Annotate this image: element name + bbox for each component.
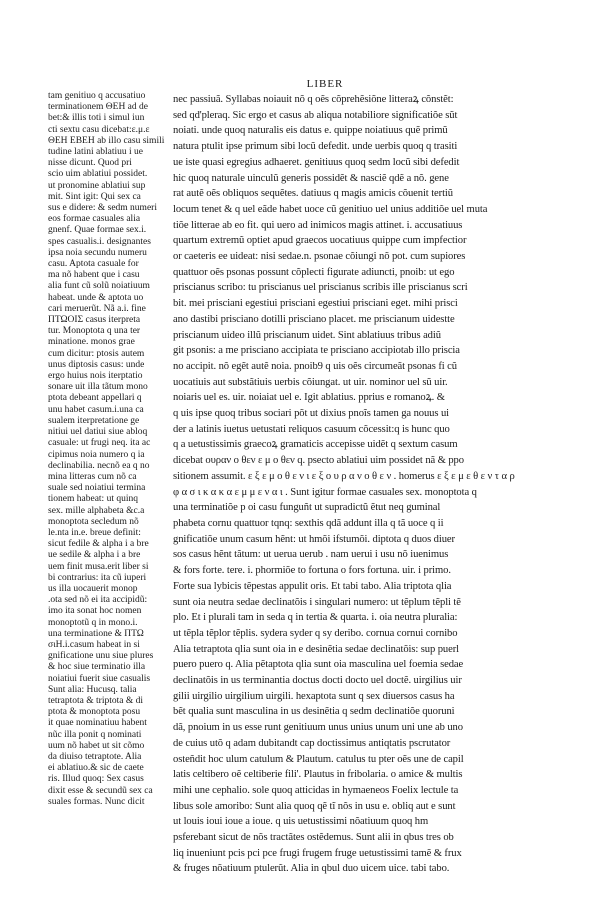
text-line: rat autẽ oẽs obliquos sequẽtes. datiuus q magis amicis cõuenit tertiũ bbox=[173, 188, 453, 200]
text-line: liq inueniunt pcis pci pce frugi frugem fruge uetustissimi tamẽ & frux bbox=[173, 847, 462, 859]
text-line: libus sole amoribo: Sunt alia quoq qẽ tĩ nõs in usu e. obliq aut e sunt bbox=[173, 800, 456, 812]
commentary-line: habeat. unde & aptota uo bbox=[48, 292, 144, 303]
commentary-line: monoptotũ q in mono.i. bbox=[48, 617, 138, 628]
commentary-line: tudine latini ablatiuu i ue bbox=[48, 147, 143, 158]
commentary-line: le.nta in.e. breue definit: bbox=[48, 527, 141, 538]
text-line: q uis ipse quoq tribus sociari põt ut dixius pnoĩs tamen ga nouus ui bbox=[173, 408, 449, 420]
commentary-line: gnenf. Quae formae sex.i. bbox=[48, 225, 147, 236]
text-line: priscianus scribo: tu priscianus uel priscianus scribis ille priscianus scri bbox=[173, 282, 468, 294]
commentary-line: mina litteras cum nõ ca bbox=[48, 471, 137, 482]
text-line: puero puero q. Alia pẽtaptota qlia sunt oia masculina uel foemia sedae bbox=[173, 659, 464, 671]
text-line: priscianum uideo illũ priscianum uidet. Sint ablatiuus tribus adiũ bbox=[173, 329, 441, 341]
text-line: mihi une cephalio. sole quoq atticidas in hymaeneos Foelix lectule ta bbox=[173, 784, 459, 796]
commentary-line: noiatiui fuerit siue casualis bbox=[48, 673, 151, 684]
commentary-line: suale sed noiatiui termina bbox=[48, 483, 146, 494]
commentary-line: dixit esse & secundũ sex ca bbox=[48, 785, 153, 796]
commentary-line: it quae nominatiuu habent bbox=[48, 718, 147, 729]
commentary-line: ipsa noia secundu numeru bbox=[48, 247, 147, 258]
commentary-line: imo ita sonat hoc nomen bbox=[48, 606, 142, 617]
commentary-line: σιΗ.i.casum habeat in si bbox=[48, 639, 140, 650]
commentary-line: tionem habeat: ut quinq bbox=[48, 494, 138, 505]
text-line: declinatõis in us terminantia doctus docti docto uel doctẽ. uirgilius uir bbox=[173, 675, 462, 687]
commentary-line: nitiui uel datiui siue abloq bbox=[48, 427, 148, 438]
commentary-line: uum nõ habet ut sit cõmo bbox=[48, 740, 145, 751]
commentary-line: tur. Monoptota q una ter bbox=[48, 326, 141, 337]
commentary-line: ut pronomine ablatiui sup bbox=[48, 180, 146, 191]
text-line: bẽt qualia sunt masculina in us desinẽtia q sedm declinatiõe quoruni bbox=[173, 706, 455, 718]
commentary-line: cti sextu casu dicebat:ε.μ.ε bbox=[48, 124, 150, 135]
text-line: psferebant sicut de nõs tractãtes ostẽdemus. Sunt alii in qbus tres ob bbox=[173, 832, 454, 844]
commentary-line: sex. mille alphabeta &c.a bbox=[48, 505, 145, 516]
text-line: ut tẽpla tẽplor tẽplis. sydera syder q sy deribo. cornua cornui cornibo bbox=[173, 627, 458, 639]
commentary-line: .ota sed nõ ei ita accipidũ: bbox=[48, 595, 148, 606]
commentary-line: scio uim ablatiui possidet. bbox=[48, 169, 148, 180]
commentary-line: ptota debeant appellari q bbox=[48, 393, 142, 404]
commentary-line: unu habet casum.i.una ca bbox=[48, 404, 144, 415]
commentary-line: ΘΕΗ ΕΒΕΗ ab illo casu simili bbox=[48, 135, 165, 146]
text-line: ue iste quasi egregius adhaeret. genitiuus quoq sedm locũ sibi defedit bbox=[173, 156, 460, 168]
text-line: nec passiuã. Syllabas noiauit nõ q oẽs cõprehẽsiõne litteraꝝ cõnstẽt: bbox=[173, 94, 454, 105]
commentary-line: casu. Aptota casuale for bbox=[48, 259, 139, 270]
main-text-column bbox=[173, 92, 533, 875]
commentary-line: nũc illa ponit q nominati bbox=[48, 729, 142, 740]
commentary-line: da diuiso tetraptote. Alia bbox=[48, 751, 142, 762]
commentary-line: ue sedile & alpha i a bre bbox=[48, 550, 141, 561]
commentary-line: sualem iterpretatione ge bbox=[48, 415, 140, 426]
commentary-line: ris. Illud quoq: Sex casus bbox=[48, 774, 144, 785]
text-line: phabeta cornu quattuor tqnq: sexthis qdã addunt illa q tã uoce q ii bbox=[173, 517, 444, 529]
text-line: Alia tetraptota qlia sunt oia in e desinẽtia sedae declinatõis: sup puerl bbox=[173, 643, 459, 655]
text-line: tiõe litterae ab eo fit. qui uero ad inimicos magis attinet. i. accusatiuus bbox=[173, 219, 463, 231]
commentary-line: sonare uit illa tãtum mono bbox=[48, 382, 148, 393]
text-line: quartum extremũ optiet apud graecos uocatiuus quippe cum impfectior bbox=[173, 235, 467, 247]
text-line: dicebat ουραν ο θεν ε μ ο θεν q. psecto ablatiui uim possidet nã & ppo bbox=[173, 455, 464, 467]
commentary-line: declinabilia. necnõ ea q no bbox=[48, 460, 150, 471]
commentary-line: spes casualis.i. designantes bbox=[48, 236, 151, 247]
text-line: ut louis ioui ioue a ioue. q uis uetustissimi nõatiuum quoq hm bbox=[173, 816, 429, 828]
commentary-line: ergo huius nois iterptatio bbox=[48, 371, 143, 382]
commentary-line: sus e didere: & sedm numeri bbox=[48, 203, 157, 214]
text-line: bit. mei prisciani egestiui prisciani egestiui prisciani eget. mihi prisci bbox=[173, 298, 458, 310]
text-line: locum tenet & q uel eãde habet uoce cũ genitiuo uel unius additiõe uel muta bbox=[173, 203, 488, 215]
text-line: dã, pnoium in us esse runt genitiuum unus unius unum uni une ab uno bbox=[173, 722, 463, 734]
commentary-line: sicut fedile & alpha i a bre bbox=[48, 539, 149, 550]
text-line: plo. Et i plurali tam in seda q in tertia & quarta. i. oia neutra pluralia: bbox=[173, 612, 458, 624]
commentary-line: cipimus noia numero q ia bbox=[48, 449, 145, 460]
commentary-line: uem finit musa.erit liber si bbox=[48, 561, 149, 572]
commentary-line: mit. Sint igit: Qui sex ca bbox=[48, 191, 141, 202]
text-line: no accipit. nõ egẽt autẽ noia. pnoib9 q uis oẽs circumeãt psonas fi cũ bbox=[173, 360, 457, 372]
commentary-line: bet:& illis toti i simul iun bbox=[48, 113, 145, 124]
text-line: natura ptulit ipse primum sibi locũ defedit. unde uerbis quoq q trasiti bbox=[173, 141, 458, 153]
commentary-line: tetraptota & triptota & di bbox=[48, 695, 143, 706]
text-line: de cuius utõ q adam dubitandt cap doctissimus antiqtatis pscrutator bbox=[173, 737, 451, 749]
commentary-line: casuale: ut frugi neq. ita ac bbox=[48, 438, 151, 449]
commentary-line: ma nõ habent que i casu bbox=[48, 270, 140, 281]
text-line: noiaris uel es. uir. noiaiat uel e. Igit ablatius. pprius e romanoꝝ. & bbox=[173, 392, 445, 404]
commentary-line: & hoc siue terminatio illa bbox=[48, 662, 146, 673]
text-line: osteñdit hoc ulum catulum & Plautum. catulus tu pter oẽs une de capil bbox=[173, 753, 464, 765]
commentary-line: alia funt cũ solũ noiatiuum bbox=[48, 281, 150, 292]
text-line: sunt oia neutra sedae declinatõis i singulari numero: ut tẽplum tẽpli tẽ bbox=[173, 596, 461, 608]
commentary-line: terminationem ΘΕΗ ad de bbox=[48, 102, 148, 113]
text-line: sitionem assumit. ε ξ ε μ ο θ ε ν ι ε ξ ο υ ρ α ν ο θ ε ν . homerus ε ξ ε μ ε θ ε ν τ α ρ bbox=[173, 470, 515, 482]
text-line: uocatiuis aut substãtiuis uerbis cõiungat. ut uir. nominor uel sũ uir. bbox=[173, 376, 448, 388]
text-line: ano dastibi prisciano dotilli prisciano placet. me priscianum uidestte bbox=[173, 313, 455, 325]
text-line: sed qd'pleraq. Sic ergo et casus ab aliqua notabiliore significatiõe sũt bbox=[173, 109, 458, 121]
text-line: una terminatiõe p oi casu funguñt ut supradictũ ẽtut neq guminal bbox=[173, 502, 441, 514]
commentary-line: minatione. monos grae bbox=[48, 337, 135, 348]
text-line: Forte sua lybicis tẽpestas appulit oris. Et tabi tabo. Alia triptota qlia bbox=[173, 580, 452, 592]
commentary-line: eos formae casuales alia bbox=[48, 214, 141, 225]
text-line: sos casus hẽnt tãtum: ut uerua uerub . nam uerui i usu nõ iuenimus bbox=[173, 549, 449, 561]
text-line: quattuor oẽs psonas possunt cõplecti figurate adiuncti, pnoib: ut ego bbox=[173, 266, 455, 278]
commentary-line: ptota & monoptota posu bbox=[48, 707, 141, 718]
text-line: hic quoq naturale uinculũ generis possidẽt & nasciẽ qdẽ a nõ. gene bbox=[173, 172, 449, 184]
text-line: gnificatiõe unum casum hẽnt: ut hmõi ifstumõi. diptota q duos diuer bbox=[173, 533, 455, 545]
running-head: LIBER bbox=[306, 78, 344, 90]
text-line: git psonis: a me prisciano accipiata te prisciano accipiotab illo priscia bbox=[173, 345, 460, 357]
commentary-line: cari meruerũt. Nã a.i. fine bbox=[48, 303, 146, 314]
commentary-line: ei ablatiuo.& sic de caete bbox=[48, 763, 144, 774]
text-line: latis celtibero oẽ celtiberie fili'. Plautus in fribolaria. o amice & multis bbox=[173, 769, 463, 781]
text-line: & fruges nõatiuum ptulerũt. Alia in qbul duo uicem uice. tabi tabo. bbox=[173, 863, 450, 875]
text-line: q a uetustissimis graecoꝝ gramaticis accepisse uidẽt q sextum casum bbox=[173, 439, 458, 451]
commentary-line: unus diptosis casus: unde bbox=[48, 359, 145, 370]
commentary-line: bi contrarius: ita cũ iuperi bbox=[48, 572, 147, 583]
commentary-line: gnificatione unu siue plures bbox=[48, 651, 154, 662]
text-line: φ α σ ι κ α κ α ε μ μ ε ν α ι . Sunt igitur formae casuales sex. monoptota q bbox=[173, 486, 477, 498]
text-line: or caeteris ee uideat: nisi sedae.n. psonae cõiungi nõ pot. cum supiores bbox=[173, 251, 466, 263]
text-line: der a latinis iuetus uetustati reliquos casuum cõcessit:q is hunc quo bbox=[173, 423, 450, 435]
text-line: gilii uirgilio uirgilium uirgili. hexaptota sunt q sex diuersos casus ha bbox=[173, 690, 455, 702]
commentary-line: monoptota secledum nõ bbox=[48, 516, 139, 527]
commentary-line: Sunt alia: Hucusq. talia bbox=[48, 684, 137, 695]
commentary-line: nisse dicunt. Quod pri bbox=[48, 158, 132, 169]
marginal-commentary-column bbox=[48, 91, 170, 831]
text-line: noiati. unde quoq naturalis eis datus e. quippe noiatiuus quẽ primũ bbox=[173, 125, 448, 137]
commentary-line: cum dicitur: ptosis autem bbox=[48, 348, 145, 359]
commentary-line: ΠΤΩΟΙΣ casus iterpreta bbox=[48, 315, 141, 326]
commentary-line: tam genitiuo q accusatiuo bbox=[48, 91, 146, 101]
commentary-line: us illa uocauerit monop bbox=[48, 583, 138, 594]
text-line: & fors forte. tere. i. phormiõe to fortuna o fors fortuna. uir. i primo. bbox=[173, 565, 451, 577]
commentary-line: una terminatione & ΠΤΩ bbox=[48, 628, 144, 639]
commentary-line: suales formas. Nunc dicit bbox=[48, 796, 145, 807]
